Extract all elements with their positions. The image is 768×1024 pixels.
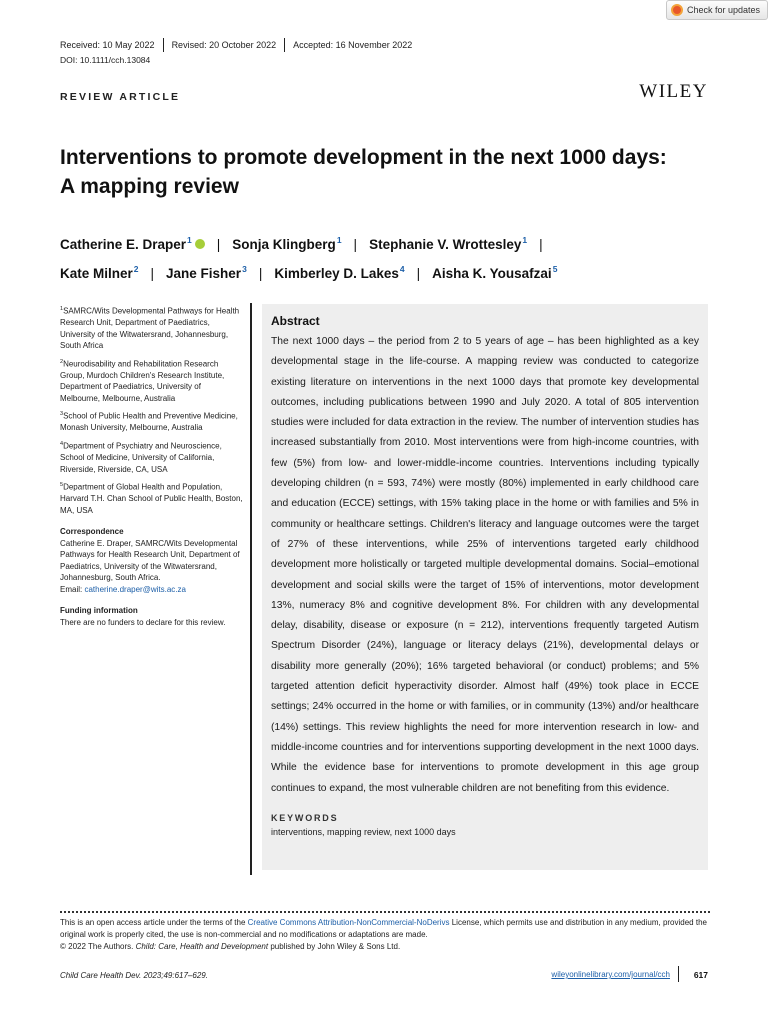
author-separator: | [416,266,421,281]
affiliation-number: 5 [60,482,64,489]
license-notice [60,917,710,953]
author-name[interactable]: Catherine E. Draper [60,237,187,252]
affiliation [60,480,243,516]
orcid-icon[interactable] [195,239,205,249]
author-name[interactable]: Sonja Klingberg [232,237,336,252]
affiliation-text: Neurodisability and Rehabilitation Research Group, Murdoch Children's Research Institute, Department of Paediatrics, University of Melbourne, Melbourne, Australia [60,359,225,403]
column-divider [250,303,252,875]
author-name[interactable]: Stephanie V. Wrottesley [369,237,522,252]
author-affiliation-mark[interactable]: 1 [522,235,528,245]
crossmark-icon [671,4,683,16]
author-name[interactable]: Jane Fisher [166,266,242,281]
author-separator: | [353,237,358,252]
received-date: Received: 10 May 2022 [60,40,155,50]
author-name[interactable]: Kate Milner [60,266,133,281]
license-divider [60,911,710,913]
author-affiliation-mark[interactable]: 4 [399,264,405,274]
author-affiliation-mark[interactable]: 3 [242,264,247,274]
author-separator: | [539,237,543,252]
author-affiliation-mark[interactable]: 1 [336,235,342,245]
author-separator: | [216,237,221,252]
copyright-suffix: published by John Wiley & Sons Ltd. [268,942,401,951]
correspondence-email [60,584,243,596]
email-link[interactable]: catherine.draper@wits.ac.za [84,584,186,594]
page-number: 617 [693,970,708,980]
doi[interactable]: DOI: 10.1111/cch.13084 [60,55,151,65]
article-dates [60,38,420,52]
footer-citation: Child Care Health Dev. 2023;49:617–629. [60,971,208,980]
affiliation-text: SAMRC/Wits Developmental Pathways for Health Research Unit, Department of Paediatrics, University of the Witwatersrand, Johannesburg, South Africa [60,306,240,351]
affiliations-sidebar [60,304,243,628]
article-type: REVIEW ARTICLE [60,91,181,103]
license-link[interactable]: Creative Commons Attribution-NonCommercial-NoDerivs [247,918,450,927]
check-for-updates-label: Check for updates [687,5,761,15]
license-suffix: License, which permits use and distribution in any medium, provided the original work is properly cited, the use is non-commercial and no modifications or adaptations are made. [60,918,707,939]
affiliation [60,304,243,352]
funding-heading: Funding information [60,606,138,616]
affiliation [60,439,243,475]
affiliation [60,357,243,405]
affiliation-text: School of Public Health and Preventive Medicine, Monash University, Melbourne, Australia [60,411,238,433]
funding-text: There are no funders to declare for this review. [60,617,226,627]
abstract-box [262,304,708,870]
title-line-1: Interventions to promote development in the next 1000 days: [60,146,667,169]
journal-name: Child: Care, Health and Development [135,942,269,951]
abstract-heading: Abstract [271,314,320,328]
keywords-heading: KEYWORDS [271,812,339,823]
accepted-date: Accepted: 16 November 2022 [284,38,420,52]
affiliation-text: Department of Psychiatry and Neuroscience, School of Medicine, University of California, Riverside, Riverside, CA, USA [60,441,222,474]
abstract-text: The next 1000 days – the period from 2 to 5 years of age – has been highlighted as a key developmental stage in the life-course. A mapping review was conducted to categorize existing literature on interventions in the next 1000 days that promote key developmental outcomes, including publications between 1990 and July 2020. A total of 805 intervention studies were included for data extraction in the review. The number of intervention studies has increased substantially from 2010. Most interventions were from high-income countries, with few (5%) from low- and lower-middle-income countries. Interventions including typically developing children (n = 593, 74%) were mostly (80%) implemented in early childhood care and education (ECCE) settings, with 15% taking place in the home or with families and 5% in community or healthcare settings. Children's literacy and language outcomes were the target of 27% of these interventions, while 25% of interventions targeted early childhood development more holistically or targeted multiple developmental domains. Social–emotional development and social skills were the target of 15% of interventions, motor development 13%, numeracy 8% and cognitive development 8%. For children with any developmental delay, disability, disease or exposure (n = 212), interventions frequently targeted Autism Spectrum Disorder (24%), language or literacy delays (21%), developmental delays or disability more generally (20%); 16% targeted behavioral (or conduct) problems; and 5% targeted attention deficit hyperactivity disorder. Almost half (49%) took place in ECCE settings; 24% occurred in the home or with families, or in community (13%) and/or healthcare (14%) settings. This review highlights the need for more intervention research in low- and middle-income countries and for interventions supporting development in the next 1000 days. While the evidence base for interventions to promote development in this age group continues to expand, the most vulnerable children are not benefiting from this evidence. [271,336,699,794]
title-line-2: A mapping review [60,175,239,198]
affiliation [60,409,243,434]
author-affiliation-mark[interactable]: 5 [552,264,558,274]
publisher-logo: WILEY [639,81,708,102]
correspondence-heading: Correspondence [60,527,124,537]
article-title [60,143,720,201]
correspondence-text: Catherine E. Draper, SAMRC/Wits Developmental Pathways for Health Research Unit, Department of Paediatrics, University of the Witwatersrand, Johannesburg, South Africa. [60,538,240,583]
author-affiliation-mark[interactable]: 2 [133,264,139,274]
affiliation-text: Department of Global Health and Population, Harvard T.H. Chan School of Public Health, Boston, MA, USA [60,482,243,515]
license-prefix: This is an open access article under the terms of the [60,918,248,927]
journal-website-link[interactable]: wileyonlinelibrary.com/journal/cch [551,970,670,979]
author-name[interactable]: Aisha K. Yousafzai [432,266,552,281]
email-label: Email: [60,584,85,594]
author-affiliation-mark[interactable]: 1 [187,235,192,245]
keywords-text: interventions, mapping review, next 1000 days [271,826,456,837]
copyright-prefix: © 2022 The Authors. [60,942,136,951]
revised-date: Revised: 20 October 2022 [163,38,285,52]
affiliation-number: 1 [60,306,64,312]
footer-divider [678,966,680,982]
affiliation-number: 3 [60,411,64,418]
author-list [60,228,710,286]
check-for-updates-button[interactable] [666,0,768,20]
affiliation-number: 4 [60,440,64,447]
author-separator: | [258,266,263,281]
author-separator: | [150,266,155,281]
author-name[interactable]: Kimberley D. Lakes [274,266,399,281]
affiliation-number: 2 [60,358,64,365]
